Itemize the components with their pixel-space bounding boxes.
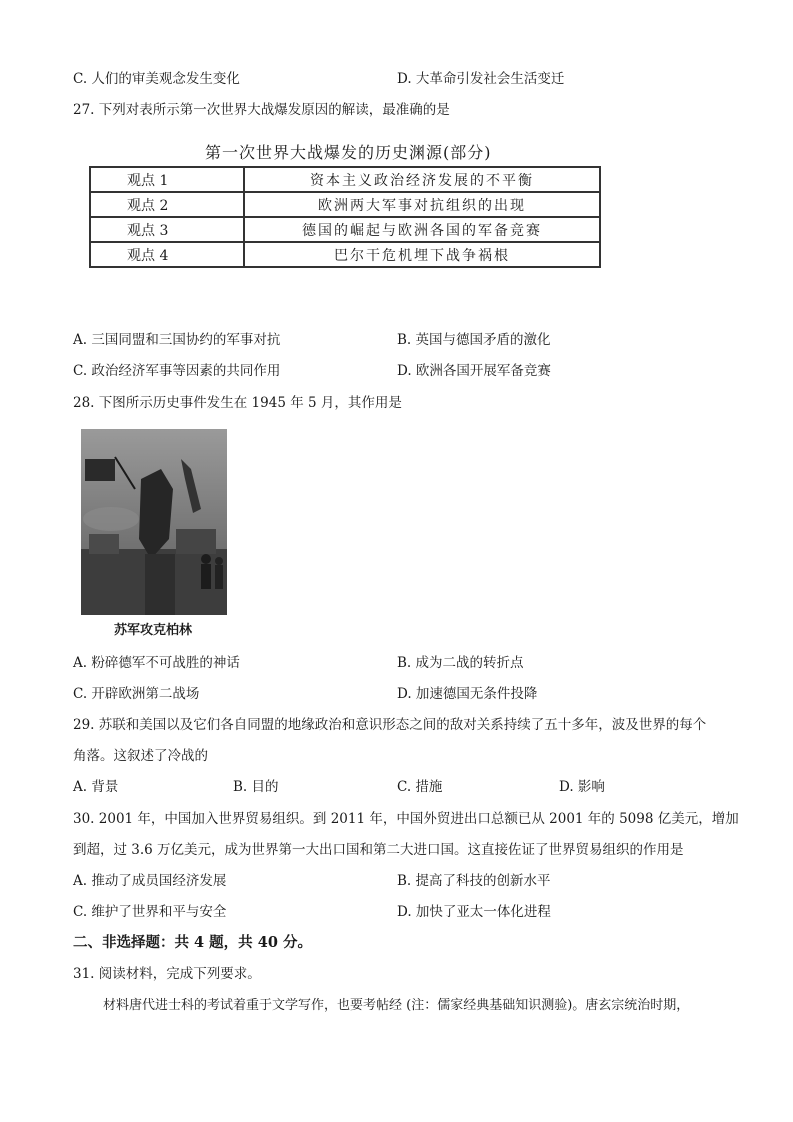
question-29-stem-cont: 角落。这叙述了冷战的 [73, 748, 208, 764]
option-a: A. 推动了成员国经济发展 [73, 873, 227, 889]
option-d: D. 加快了亚太一体化进程 [397, 904, 551, 920]
option-a: A. 三国同盟和三国协约的军事对抗 [73, 332, 281, 348]
option-c: C. 维护了世界和平与安全 [73, 904, 227, 920]
table-row [90, 167, 600, 192]
material-text: 材料唐代进士科的考试着重于文学写作，也要考帖经 (注：儒家经典基础知识测验)。唐玄宗统治时期， [103, 998, 690, 1013]
table-cell-key: 观点 4 [90, 242, 244, 267]
question-28-stem: 28. 下图所示历史事件发生在 1945 年 5 月，其作用是 [73, 395, 402, 411]
option-c: C. 开辟欧洲第二战场 [73, 686, 200, 702]
option-d: D. 欧洲各国开展军备竞赛 [397, 363, 551, 379]
table-cell-value: 巴尔干危机埋下战争祸根 [244, 242, 600, 267]
question-29-stem: 29. 苏联和美国以及它们各自同盟的地缘政治和意识形态之间的敌对关系持续了五十多年，波及世界的每个 [73, 717, 707, 733]
question-31-stem: 31. 阅读材料，完成下列要求。 [73, 966, 261, 982]
option-a: A. 背景 [73, 779, 119, 795]
question-27-stem: 27. 下列对表所示第一次世界大战爆发原因的解读，最准确的是 [73, 102, 450, 118]
table-row [90, 242, 600, 267]
option-b: B. 目的 [233, 779, 279, 795]
option-c: C. 措施 [397, 779, 443, 795]
option-c: C. 人们的审美观念发生变化 [73, 71, 240, 87]
table-cell-value: 资本主义政治经济发展的不平衡 [244, 167, 600, 192]
option-d: D. 影响 [559, 779, 605, 795]
option-b: B. 提高了科技的创新水平 [397, 873, 551, 889]
photo-illustration [81, 429, 227, 615]
option-c: C. 政治经济军事等因素的共同作用 [73, 363, 281, 379]
option-d: D. 大革命引发社会生活变迁 [397, 71, 565, 87]
table-row [90, 192, 600, 217]
question-30-stem-cont: 到超，过 3.6 万亿美元，成为世界第一大出口国和第二大进口国。这直接佐证了世界贸易组织的作用是 [73, 842, 684, 858]
option-d: D. 加速德国无条件投降 [397, 686, 538, 702]
table-cell-key: 观点 3 [90, 217, 244, 242]
option-a: A. 粉碎德军不可战胜的神话 [73, 655, 240, 671]
question-30-stem: 30. 2001 年，中国加入世界贸易组织。到 2011 年，中国外贸进出口总额已从 2001 年的 5098 亿美元，增加 [73, 811, 739, 827]
table-cell-value: 欧洲两大军事对抗组织的出现 [244, 192, 600, 217]
option-b: B. 成为二战的转折点 [397, 655, 524, 671]
photo-caption: 苏军攻克柏林 [114, 623, 193, 638]
section-heading: 二、非选择题：共 4 题，共 40 分。 [73, 934, 312, 951]
berlin-photo [81, 429, 227, 615]
table-cell-key: 观点 2 [90, 192, 244, 217]
table-cell-key: 观点 1 [90, 167, 244, 192]
table-row [90, 217, 600, 242]
option-b: B. 英国与德国矛盾的激化 [397, 332, 551, 348]
table-title: 第一次世界大战爆发的历史渊源(部分) [205, 143, 492, 162]
table-cell-value: 德国的崛起与欧洲各国的军备竞赛 [244, 217, 600, 242]
history-source-table [89, 166, 601, 268]
